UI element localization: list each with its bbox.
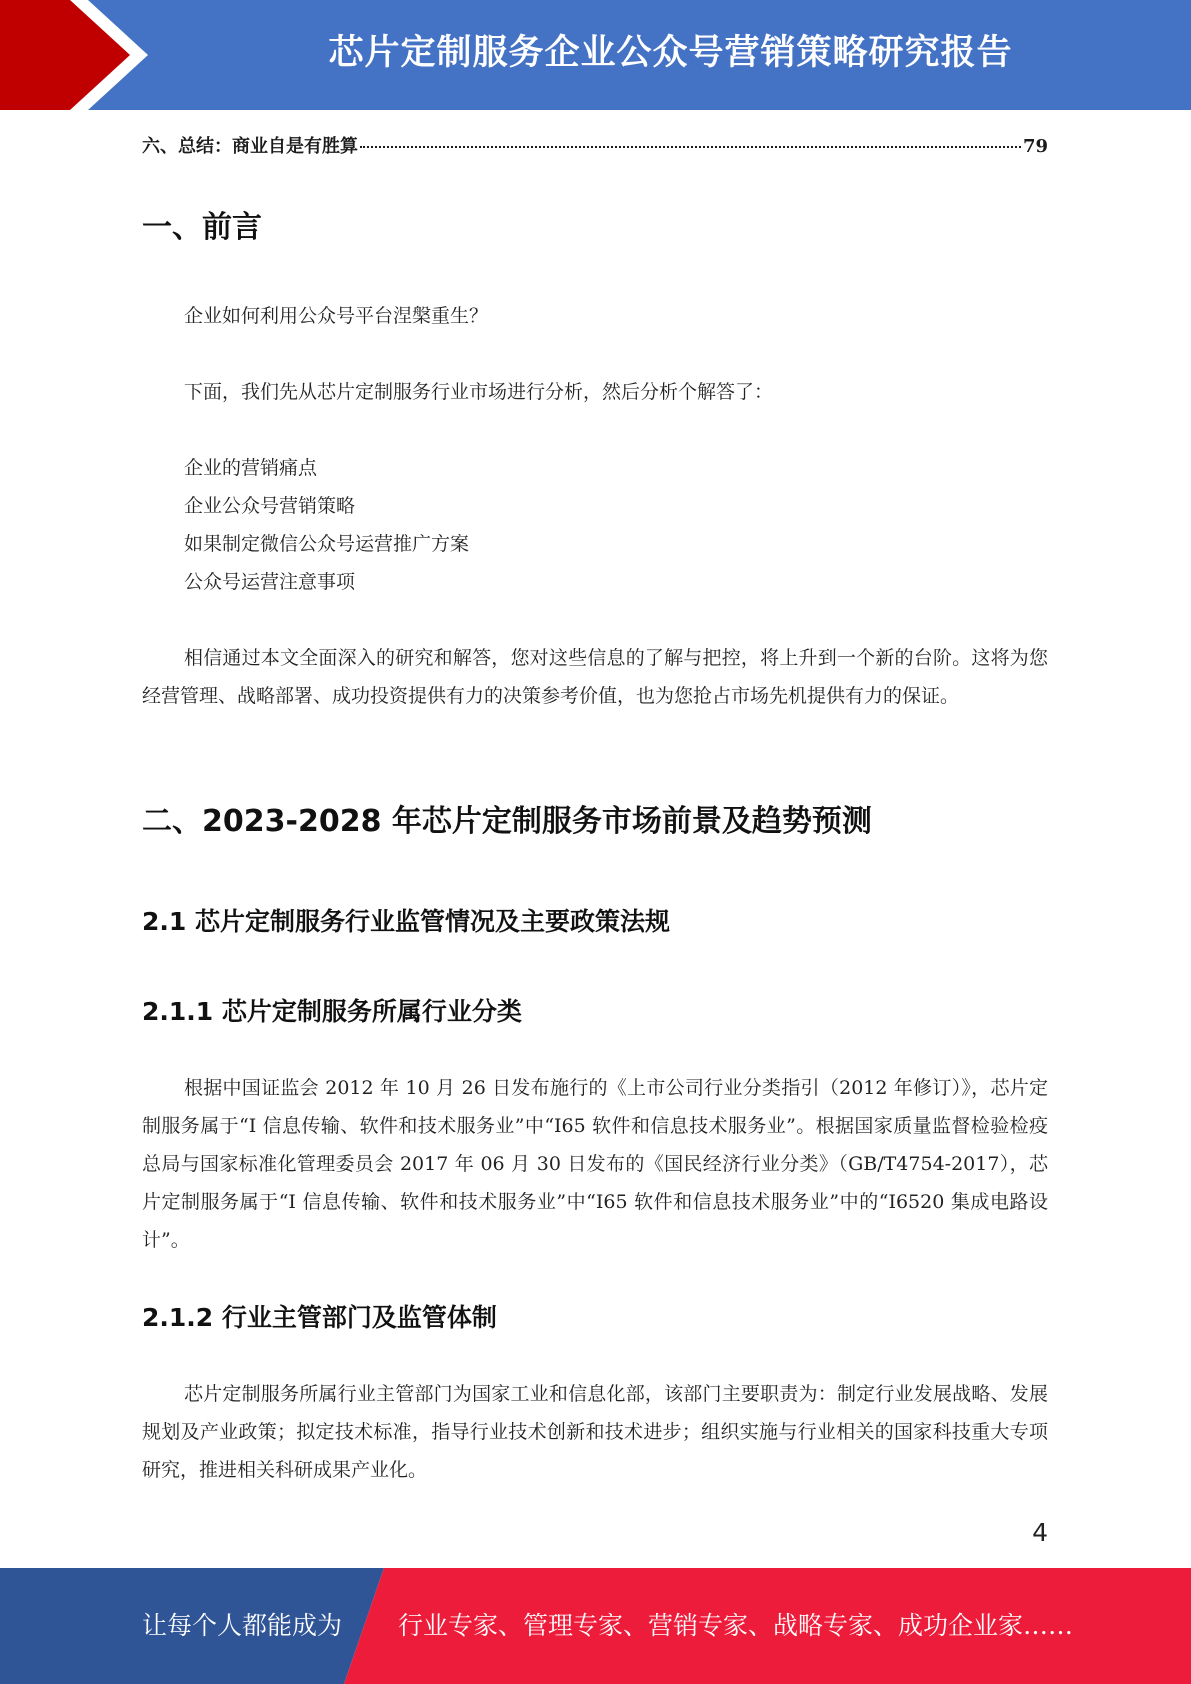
toc-leader-dots [360, 146, 1021, 148]
list-item: 企业的营销痛点 [184, 457, 318, 479]
footer-banner [0, 1568, 1191, 1684]
toc-entry-page: 79 [1022, 136, 1048, 157]
list-item: 企业公众号营销策略 [184, 495, 356, 517]
document-title: 芯片定制服务企业公众号营销策略研究报告 [328, 33, 1013, 73]
header-banner [0, 0, 1191, 110]
section-heading-preface: 一、前言 [142, 210, 262, 245]
subsection-heading-classification: 2.1.1 芯片定制服务所属行业分类 [142, 997, 522, 1026]
section-heading-forecast: 二、2023-2028 年芯片定制服务市场前景及趋势预测 [142, 804, 872, 839]
footer-slogan-left: 让每个人都能成为 [142, 1611, 343, 1640]
footer-slogan-right: 行业专家、管理专家、营销专家、战略专家、成功企业家…… [398, 1611, 1074, 1640]
topic-list [184, 449, 469, 601]
subsection-heading-authority: 2.1.2 行业主管部门及监管体制 [142, 1303, 497, 1332]
paragraph-summary: 相信通过本文全面深入的研究和解答，您对这些信息的了解与把控，将上升到一个新的台阶。这将为您经营管理、战略部署、成功投资提供有力的决策参考价值，也为您抢占市场先机提供有力的保证。 [142, 647, 1048, 707]
paragraph-intro: 下面，我们先从芯片定制服务行业市场进行分析，然后分析个解答了： [184, 381, 774, 403]
paragraph-authority: 芯片定制服务所属行业主管部门为国家工业和信息化部，该部门主要职责为：制定行业发展战略、发展规划及产业政策；拟定技术标准，指导行业技术创新和技术进步；组织实施与行业相关的国家科技重大专项研究，推进相关科研成果产业化。 [142, 1383, 1048, 1481]
toc-entry[interactable] [142, 132, 1048, 162]
subsection-heading-regulation: 2.1 芯片定制服务行业监管情况及主要政策法规 [142, 907, 670, 936]
paragraph-classification: 根据中国证监会 2012 年 10 月 26 日发布施行的《上市公司行业分类指引（2012 年修订）》，芯片定制服务属于“I 信息传输、软件和技术服务业”中“I65 软件和信息技术服务业”。根据国家质量监督检验检疫总局与国家标准化管理委员会 2017 年 06 月 30 日发布的《国民经济行业分类》（GB/T4754-2017），芯片定制服务属于“I 信息传输、软件和技术服务业”中“I65 软件和信息技术服务业”中的“I6520 集成电路设计”。 [142, 1077, 1048, 1251]
chevron-arrow-icon [0, 0, 160, 110]
list-item: 公众号运营注意事项 [184, 571, 356, 593]
list-item: 如果制定微信公众号运营推广方案 [184, 533, 470, 555]
paragraph-question: 企业如何利用公众号平台涅槃重生？ [184, 305, 489, 327]
page-number: 4 [1032, 1518, 1048, 1547]
toc-entry-title: 六、总结：商业自是有胜算 [142, 136, 358, 157]
